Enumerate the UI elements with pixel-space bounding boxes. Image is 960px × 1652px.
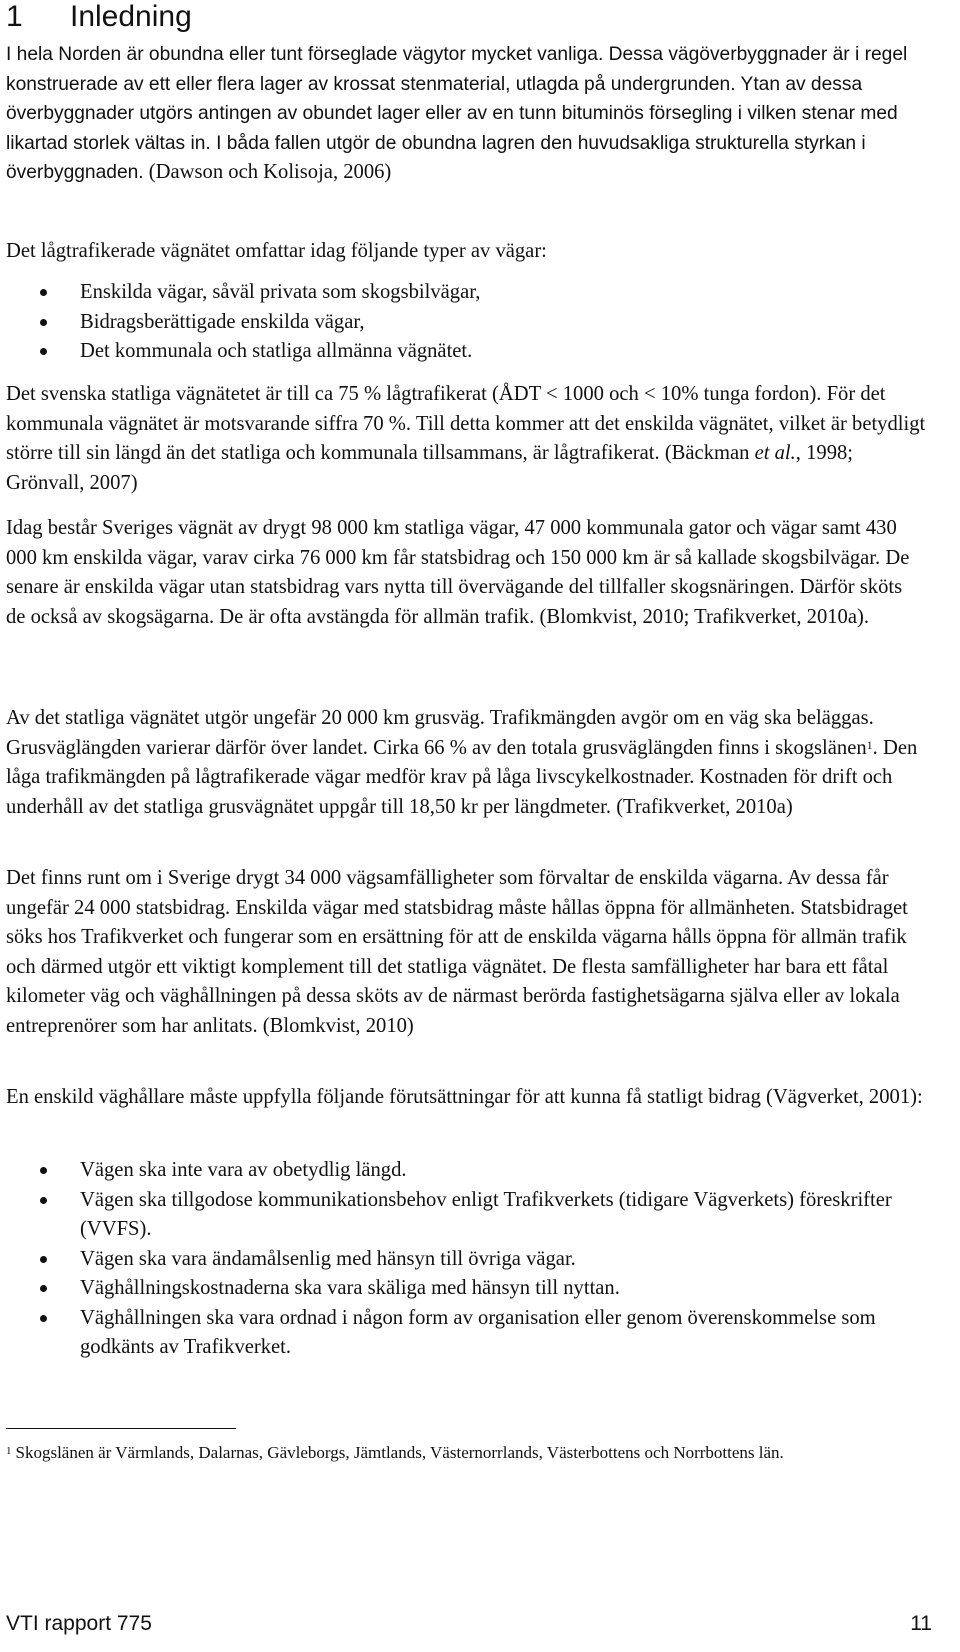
list-item: Väghållningskostnaderna ska vara skäliga med hänsyn till nyttan. [6, 1274, 926, 1304]
paragraph-gravel-roads: Av det statliga vägnätet utgör ungefär 20 000 km grusväg. Trafikmängden avgör om en väg ska beläggas. Grusväglängden varierar därför över landet. Cirka 66 % av den totala grusväglängden finns i skogslänen$^1$. Den låga trafikmängden på lågtrafikerade vägar medför krav på låga livscykelkostnader. Kostnaden för drift och underhåll av det statliga grusvägnätet uppgår till 18,50 kr per längdmeter. (Trafikverket, 2010a) [6, 707, 918, 818]
list-item: Bidragsberättigade enskilda vägar, [6, 308, 926, 338]
list-item: Vägen ska tillgodose kommunikationsbehov enligt Trafikverkets (tidigare Vägverkets) föreskrifter (VVFS). [6, 1186, 926, 1245]
footer-page-number: 11 [910, 1612, 932, 1635]
footnote-mark: 1 [6, 1445, 12, 1457]
list-item: Väghållningen ska vara ordnad i någon form av organisation eller genom överenskommelse som godkänts av Trafikverket. [6, 1304, 926, 1363]
bullet-icon [40, 1315, 47, 1322]
list-item: Enskilda vägar, såväl privata som skogsbilvägar, [6, 278, 926, 308]
paragraph-intro [6, 40, 926, 188]
paragraph-intro-citation: (Dawson och Kolisoja, 2006) [143, 161, 392, 183]
paragraph-road-associations: Det finns runt om i Sverige drygt 34 000 vägsamfälligheter som förvaltar de enskilda vägarna. Av dessa får ungefär 24 000 statsbidrag. Enskilda vägar med statsbidrag måste hållas öppna för allmänheten. Statsbidraget söks hos Trafikverket och fungerar som en ersättning för att de enskilda vägarna hålls öppna för allmän trafik och därmed utgör ett viktigt komplement till det statliga vägnätet. De flesta samfälligheter har bara ett fåtal kilometer väg och väghållningen på dessa sköts av de närmast berörda fastighetsägarna själva eller av lokala entreprenörer som har anlitats. (Blomkvist, 2010) [6, 867, 908, 1037]
footnote-reference: 1 [866, 737, 873, 752]
paragraph-conditions: En enskild väghållare måste uppfylla följande förutsättningar för att kunna få statligt bidrag (Vägverket, 2001): [6, 1086, 923, 1108]
list-item: Det kommunala och statliga allmänna vägnätet. [6, 337, 926, 367]
road-types-list [6, 278, 926, 367]
list-item: Vägen ska vara ändamålsenlig med hänsyn till övriga vägar. [6, 1245, 926, 1275]
bullet-icon [40, 1285, 47, 1292]
footnote-text: Skogslänen är Värmlands, Dalarnas, Gävleborgs, Jämtlands, Västernorrlands, Västerbottens och Norrbottens län. [15, 1443, 784, 1462]
footer-report-name: VTI rapport 775 [6, 1612, 152, 1635]
paragraph-intro-text: I hela Norden är obundna eller tunt förseglade vägytor mycket vanliga. Dessa vägöverbyggnader är i regel konstruerade av ett eller flera lager av krossat stenmaterial, utlagda på undergrunden. Ytan av dessa överbyggnader utgörs antingen av obundet lager eller av en tunn bituminös försegling i vilken stenar med likartad storlek vältas in. I båda fallen utgör de obundna lagren den huvudsakliga strukturella styrkan i överbyggnaden. [6, 44, 908, 183]
bullet-icon [40, 1167, 47, 1174]
footnote-divider [6, 1428, 236, 1429]
paragraph-road-types: Det lågtrafikerade vägnätet omfattar idag följande typer av vägar: [6, 240, 547, 262]
section-heading [6, 0, 192, 34]
list-item: Vägen ska inte vara av obetydlig längd. [6, 1156, 926, 1186]
bullet-icon [40, 319, 47, 326]
bullet-icon [40, 348, 47, 355]
conditions-list [6, 1156, 926, 1363]
paragraph-road-network: Idag består Sveriges vägnät av drygt 98 000 km statliga vägar, 47 000 kommunala gator och vägar samt 430 000 km enskilda vägar, varav cirka 76 000 km får statsbidrag och 150 000 km är så kallade skogsbilvägar. De senare är enskilda vägar utan statsbidrag vars nytta till övervägande del tillfaller skogsnäringen. Därför sköts de också av skogsägarna. De är ofta avstängda för allmän trafik. (Blomkvist, 2010; Trafikverket, 2010a). [6, 517, 910, 628]
section-number: 1 [6, 0, 23, 33]
section-title: Inledning [70, 0, 192, 33]
bullet-icon [40, 1197, 47, 1204]
bullet-icon [40, 1256, 47, 1263]
footnote [6, 1440, 926, 1466]
paragraph-low-traffic: Det svenska statliga vägnätetet är till ca 75 % lågtrafikerat (ÅDT < 1000 och < 10% tunga fordon). För det kommunala vägnätet är motsvarande siffra 70 %. Till detta kommer att det enskilda vägnätet, vilket är betydligt större till sin längd än det statliga och kommunala tillsammans, är lågtrafikerat. (Bäckman et al., 1998; Grönvall, 2007) [6, 383, 926, 494]
bullet-icon [40, 289, 47, 296]
